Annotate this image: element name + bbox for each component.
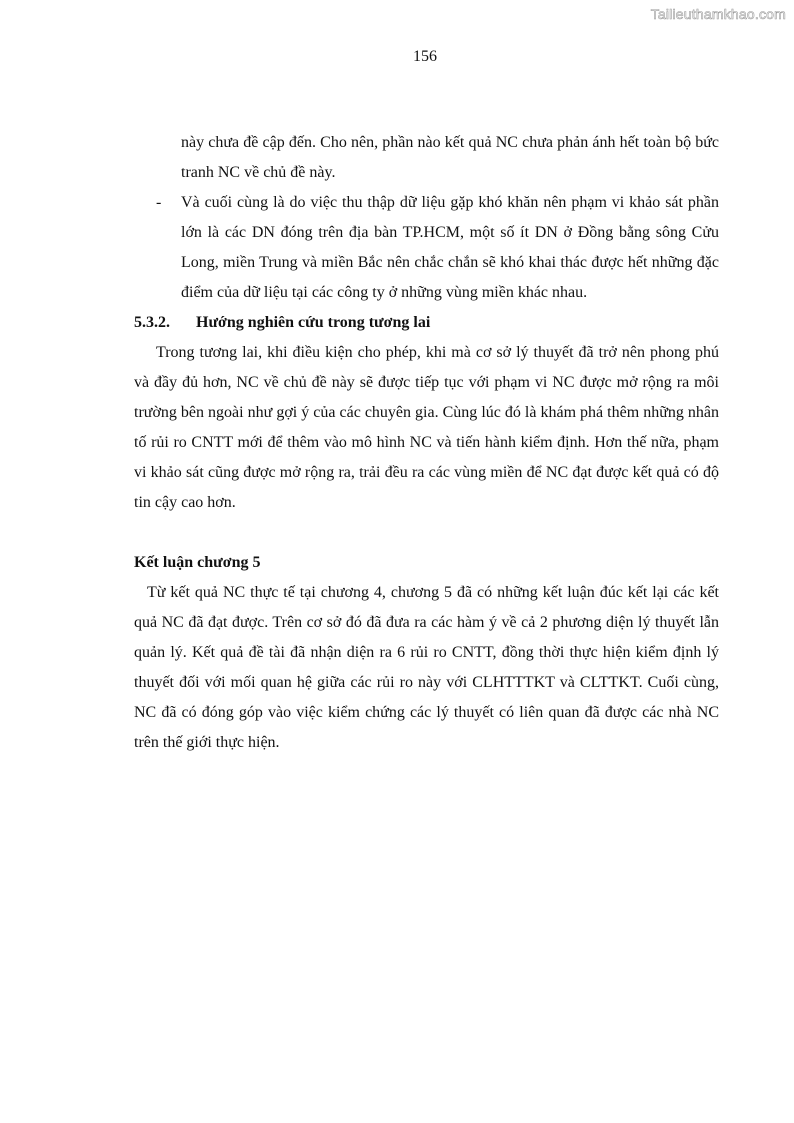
- bullet-item: [134, 188, 719, 308]
- bullet-text: Và cuối cùng là do việc thu thập dữ liệu gặp khó khăn nên phạm vi khảo sát phần lớn là các DN đóng trên địa bàn TP.HCM, một số ít DN ở Đồng bằng sông Cửu Long, miền Trung và miền Bắc nên chắc chắn sẽ khó khai thác được hết những đặc điểm của dữ liệu tại các công ty ở những vùng miền khác nhau.: [181, 194, 719, 301]
- section-heading: [134, 308, 719, 338]
- bullet-marker: -: [156, 194, 162, 211]
- page-body: [134, 128, 719, 758]
- watermark: Tailieuthamkhao.com: [650, 6, 786, 22]
- section-number: 5.3.2.: [134, 314, 170, 331]
- conclusion-heading: Kết luận chương 5: [134, 554, 261, 571]
- section-title: Hướng nghiên cứu trong tương lai: [196, 314, 431, 331]
- conclusion-paragraph: Từ kết quả NC thực tế tại chương 4, chương 5 đã có những kết luận đúc kết lại các kết quả NC đã đạt được. Trên cơ sở đó đã đưa ra các hàm ý về cả 2 phương diện lý thuyết lẫn quản lý. Kết quả đề tài đã nhận diện ra 6 rủi ro CNTT, đồng thời thực hiện kiểm định lý thuyết đối với mối quan hệ giữa các rủi ro này với CLHTTTKT và CLTTKT. Cuối cùng, NC đã có đóng góp vào việc kiểm chứng các lý thuyết có liên quan đã được các nhà NC trên thế giới thực hiện.: [134, 584, 719, 751]
- continuation-paragraph: này chưa đề cập đến. Cho nên, phần nào kết quả NC chưa phản ánh hết toàn bộ bức tranh NC về chủ đề này.: [181, 134, 719, 181]
- section-paragraph: Trong tương lai, khi điều kiện cho phép, khi mà cơ sở lý thuyết đã trở nên phong phú và đầy đủ hơn, NC về chủ đề này sẽ được tiếp tục với phạm vi NC được mở rộng ra môi trường bên ngoài như gợi ý của các chuyên gia. Cùng lúc đó là khám phá thêm những nhân tố rủi ro CNTT mới để thêm vào mô hình NC và tiến hành kiểm định. Hơn thế nữa, phạm vi khảo sát cũng được mở rộng ra, trải đều ra các vùng miền để NC đạt được kết quả có độ tin cậy cao hơn.: [134, 344, 719, 511]
- page-number: 156: [413, 48, 437, 65]
